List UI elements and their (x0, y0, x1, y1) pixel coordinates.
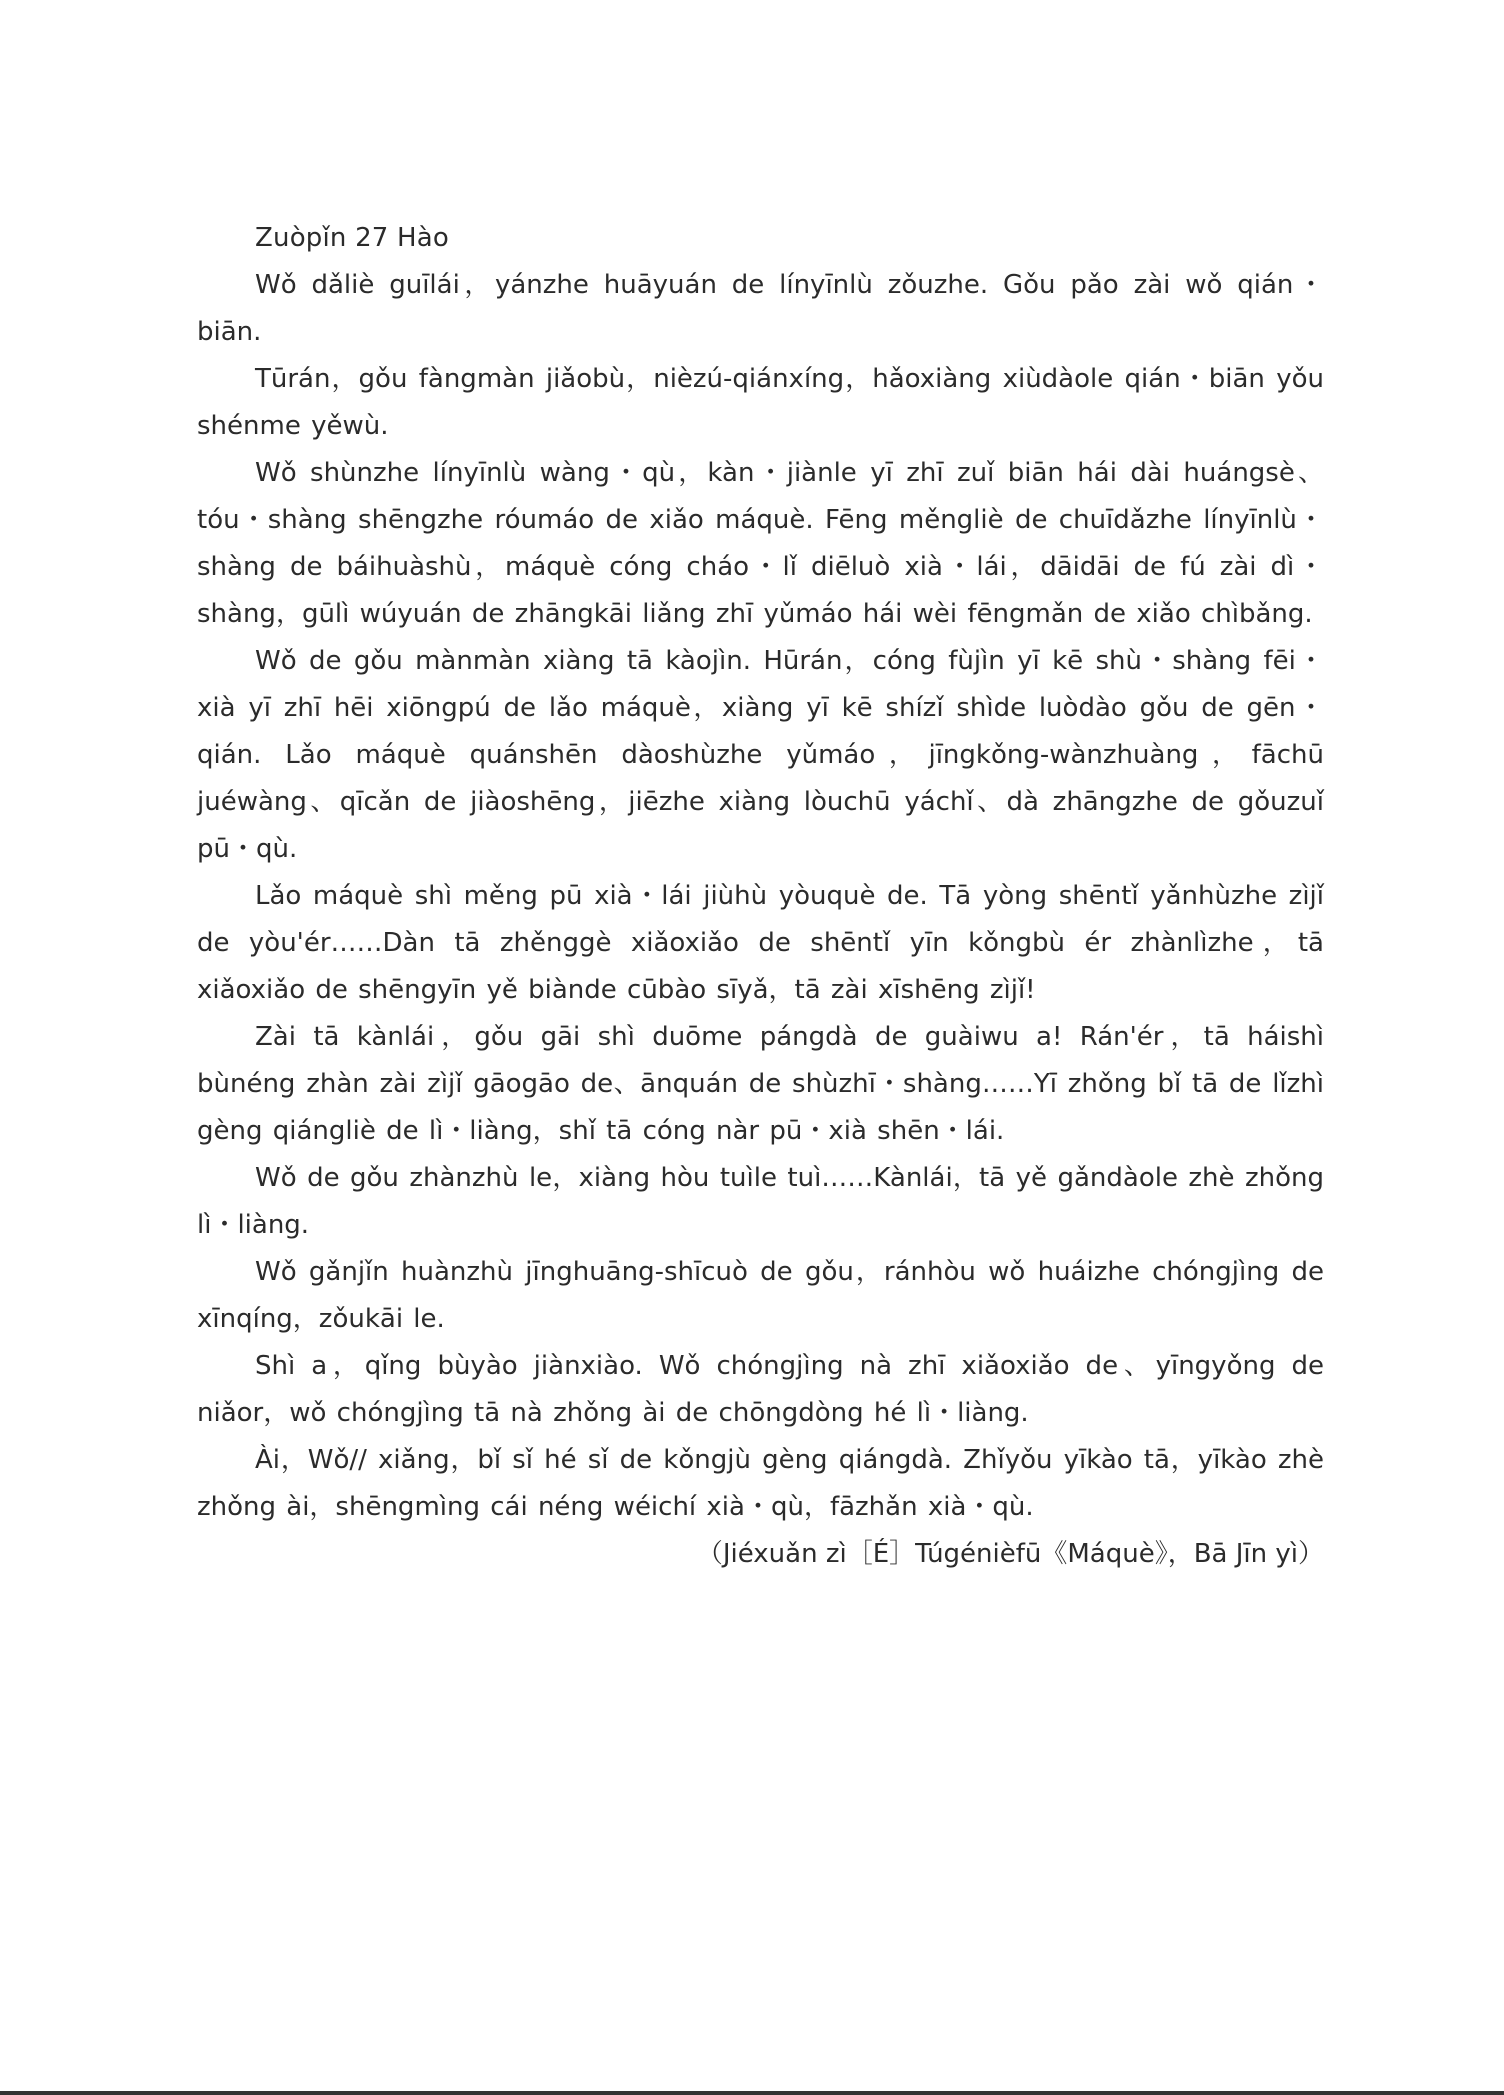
paragraph-10: Ài，Wǒ// xiǎng，bǐ sǐ hé sǐ de kǒngjù gèng qiángdà. Zhǐyǒu yīkào tā，yīkào zhè zhǒng ài，shēngmìng cái néng wéichí xià・qù，fāzhǎn xià・qù. (197, 1445, 1324, 1522)
paragraph-7: Wǒ de gǒu zhànzhù le，xiàng hòu tuìle tuì……Kànlái，tā yě gǎndàole zhè zhǒng lì・liàng. (197, 1163, 1324, 1240)
paragraph-4: Wǒ de gǒu mànmàn xiàng tā kàojìn. Hūrán，cóng fùjìn yī kē shù・shàng fēi・xià yī zhī hēi xiōngpú de lǎo máquè，xiàng yī kē shízǐ shìde luòdào gǒu de gēn・qián. Lǎo máquè quánshēn dàoshùzhe yǔmáo，jīngkǒng-wànzhuàng，fāchū juéwàng、qīcǎn de jiàoshēng，jiēzhe xiàng lòuchū yáchǐ、dà zhāngzhe de gǒuzuǐ pū・qù. (197, 646, 1324, 864)
source-citation: （Jiéxuǎn zì［É］Túgénièfū《Máquè》，Bā Jīn yì） (696, 1539, 1324, 1569)
paragraph-3: Wǒ shùnzhe línyīnlù wàng・qù，kàn・jiànle yī zhī zuǐ biān hái dài huángsè、tóu・shàng shēngzhe róumáo de xiǎo máquè. Fēng měngliè de chuīdǎzhe línyīnlù・shàng de báihuàshù，máquè cóng cháo・lǐ diēluò xià・lái，dāidāi de fú zài dì・shàng，gūlì wúyuán de zhāngkāi liǎng zhī yǔmáo hái wèi fēngmǎn de xiǎo chìbǎng. (197, 458, 1324, 629)
paragraph-5: Lǎo máquè shì měng pū xià・lái jiùhù yòuquè de. Tā yòng shēntǐ yǎnhùzhe zìjǐ de yòu'ér……Dàn tā zhěnggè xiǎoxiǎo de shēntǐ yīn kǒngbù ér zhànlìzhe，tā xiǎoxiǎo de shēngyīn yě biànde cūbào sīyǎ，tā zài xīshēng zìjǐ! (197, 881, 1324, 1005)
document-title: Zuòpǐn 27 Hào (255, 223, 450, 253)
paragraph-9: Shì a，qǐng bùyào jiànxiào. Wǒ chóngjìng nà zhī xiǎoxiǎo de、yīngyǒng de niǎor，wǒ chóngjìng tā nà zhǒng ài de chōngdòng hé lì・liàng. (197, 1351, 1324, 1428)
paragraph-2: Tūrán，gǒu fàngmàn jiǎobù，nièzú-qiánxíng，hǎoxiàng xiùdàole qián・biān yǒu shénme yěwù. (197, 364, 1324, 441)
paragraph-8: Wǒ gǎnjǐn huànzhù jīnghuāng-shīcuò de gǒu，ránhòu wǒ huáizhe chóngjìng de xīnqíng，zǒukāi le. (197, 1257, 1324, 1334)
paragraph-6: Zài tā kànlái，gǒu gāi shì duōme pángdà de guàiwu a! Rán'ér，tā háishì bùnéng zhàn zài zìjǐ gāogāo de、ānquán de shùzhī・shàng……Yī zhǒng bǐ tā de lǐzhì gèng qiángliè de lì・liàng，shǐ tā cóng nàr pū・xià shēn・lái. (197, 1022, 1324, 1146)
paragraph-1: Wǒ dǎliè guīlái，yánzhe huāyuán de línyīnlù zǒuzhe. Gǒu pǎo zài wǒ qián・biān. (197, 270, 1324, 347)
bottom-rule (0, 2091, 1504, 2095)
document-page (197, 215, 1324, 1578)
